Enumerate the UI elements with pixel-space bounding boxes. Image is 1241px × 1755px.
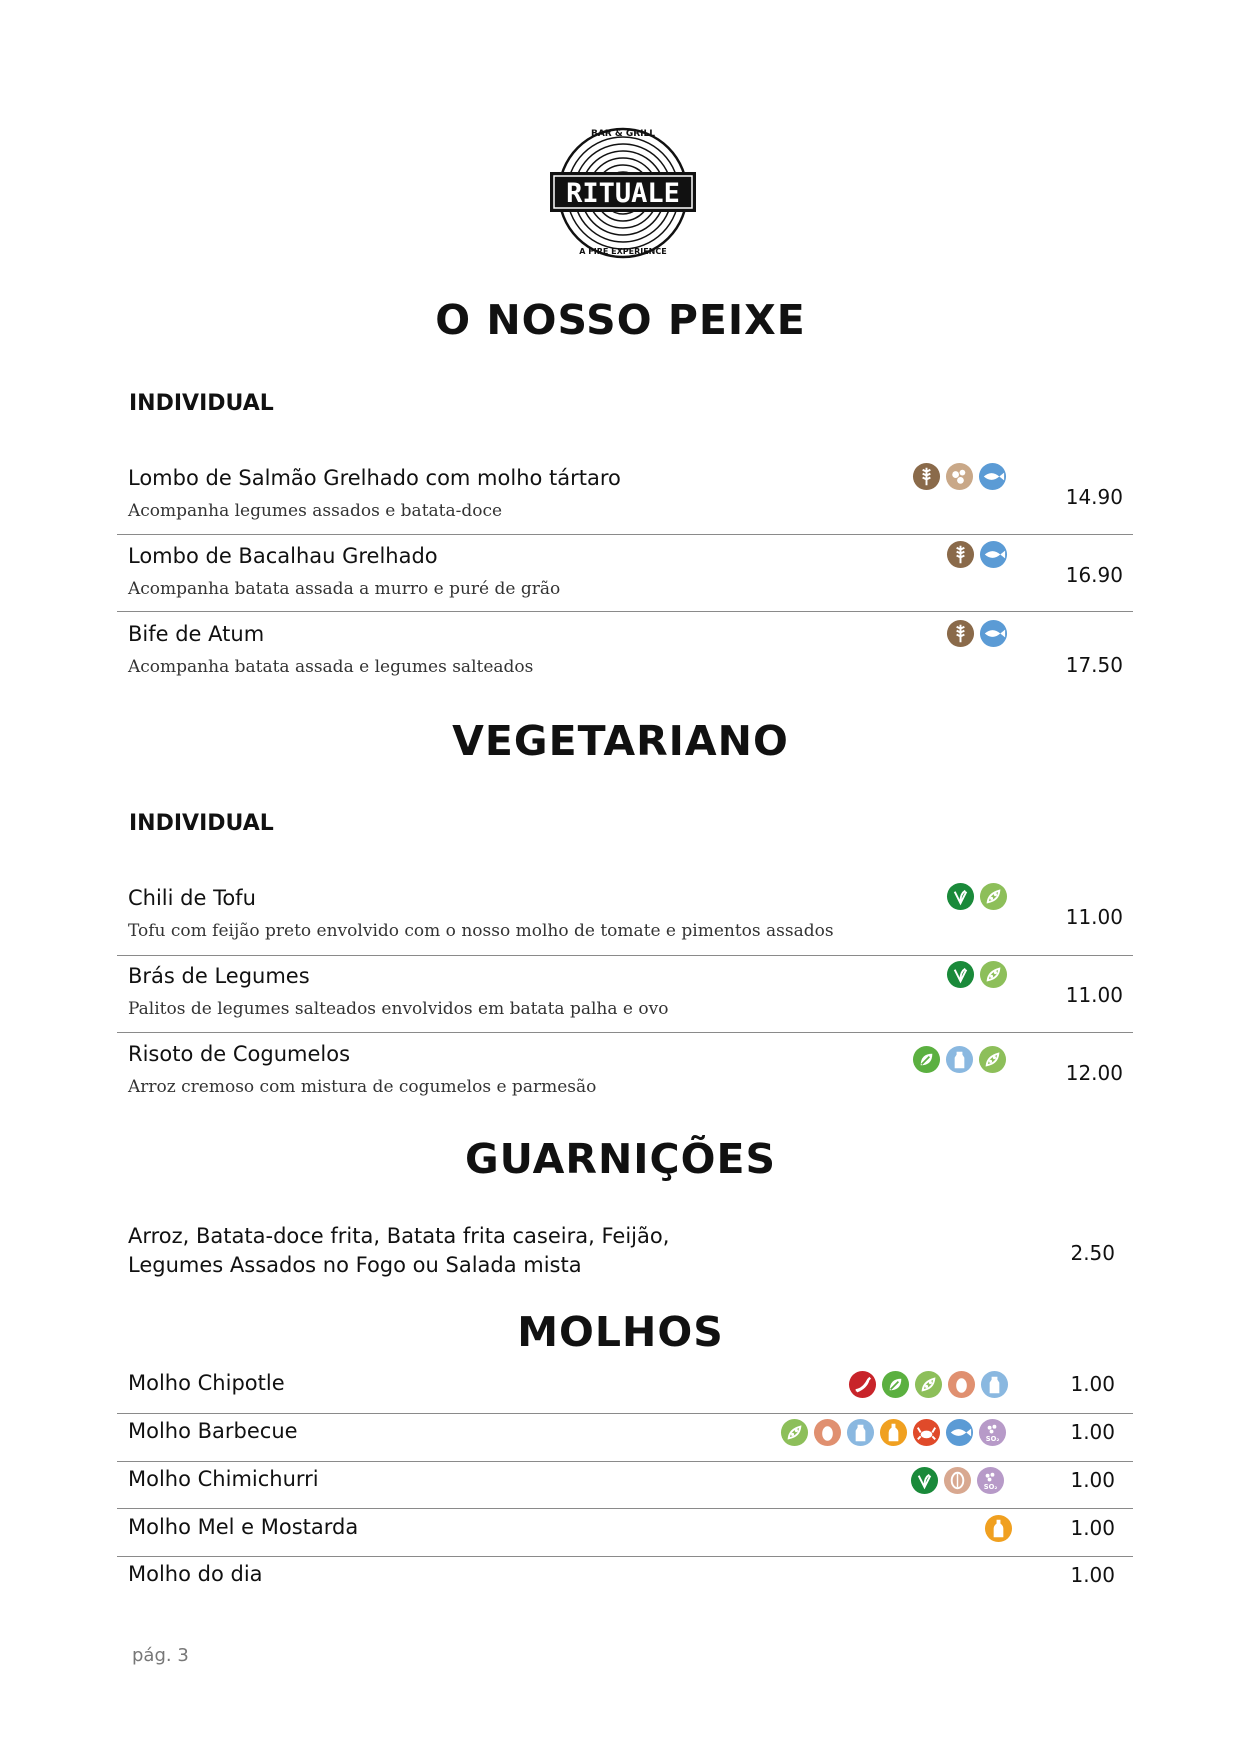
svg-text:SO₂: SO₂ (985, 1435, 1000, 1444)
item-name: Lombo de Salmão Grelhado com molho tártaro (128, 466, 621, 490)
soy-icon (978, 1045, 1007, 1074)
divider (117, 1413, 1133, 1414)
allergen-icons (848, 1370, 1009, 1399)
vegan-icon (910, 1466, 939, 1495)
milk-icon (846, 1418, 875, 1447)
soy-icon (979, 882, 1008, 911)
item-price: 14.90 (1065, 485, 1123, 509)
soy-icon (914, 1370, 943, 1399)
section-title-sauces: MOLHOS (517, 1308, 724, 1356)
divider (117, 611, 1133, 612)
crustacean-icon (912, 1418, 941, 1447)
sesame-icon (943, 1466, 972, 1495)
sauce-name: Molho Chipotle (128, 1371, 285, 1395)
fish-icon (978, 462, 1007, 491)
vegan-icon (946, 960, 975, 989)
mustard-icon (879, 1418, 908, 1447)
section-title-fish: O NOSSO PEIXE (435, 296, 806, 344)
menu-item (117, 540, 1133, 608)
divider (117, 955, 1133, 956)
sulphites-icon (978, 1418, 1007, 1447)
item-description: Acompanha batata assada a murro e puré de grão (128, 579, 561, 599)
sauce-price: 1.00 (1070, 1563, 1115, 1587)
item-price: 16.90 (1065, 563, 1123, 587)
menu-item (117, 960, 1133, 1028)
sauce-price: 1.00 (1070, 1468, 1115, 1492)
gluten-icon (946, 619, 975, 648)
menu-item (117, 462, 1133, 530)
item-name: Lombo de Bacalhau Grelhado (128, 544, 438, 568)
menu-item (117, 1038, 1133, 1106)
allergen-icons (912, 462, 1007, 491)
item-name: Bife de Atum (128, 622, 265, 646)
divider (117, 1461, 1133, 1462)
fish-icon (945, 1418, 974, 1447)
item-price: 12.00 (1065, 1061, 1123, 1085)
item-name: Brás de Legumes (128, 964, 310, 988)
gluten-icon (912, 462, 941, 491)
allergen-icons (910, 1466, 1005, 1495)
allergen-icons (780, 1418, 1007, 1447)
gluten-icon (946, 540, 975, 569)
soy-icon (780, 1418, 809, 1447)
svg-text:SO₂: SO₂ (983, 1483, 998, 1492)
divider (117, 1508, 1133, 1509)
divider (117, 1032, 1133, 1033)
sides-line-1: Arroz, Batata-doce frita, Batata frita caseira, Feijão, (128, 1224, 670, 1248)
egg-icon (813, 1418, 842, 1447)
fish-icon (979, 619, 1008, 648)
sides-price: 2.50 (1070, 1241, 1115, 1265)
fish-icon (979, 540, 1008, 569)
nuts-icon (945, 462, 974, 491)
section-title-veg: VEGETARIANO (452, 717, 789, 765)
svg-text:RITUALE: RITUALE (566, 178, 680, 209)
item-description: Palitos de legumes salteados envolvidos em batata palha e ovo (128, 999, 669, 1019)
item-description: Acompanha batata assada e legumes salteados (128, 657, 534, 677)
sauce-name: Molho do dia (128, 1562, 263, 1586)
item-description: Acompanha legumes assados e batata-doce (128, 501, 503, 521)
svg-text:A FIRE EXPERIENCE: A FIRE EXPERIENCE (579, 247, 667, 256)
sauce-name: Molho Chimichurri (128, 1467, 319, 1491)
allergen-icons (946, 960, 1008, 989)
item-description: Tofu com feijão preto envolvido com o nosso molho de tomate e pimentos assados (128, 921, 834, 941)
sauce-price: 1.00 (1070, 1420, 1115, 1444)
vegan-icon (946, 882, 975, 911)
svg-text:BAR & GRILL: BAR & GRILL (590, 129, 656, 139)
allergen-icons (912, 1045, 1007, 1074)
divider (117, 534, 1133, 535)
mustard-icon (984, 1514, 1013, 1543)
section-subtitle-fish: INDIVIDUAL (129, 391, 274, 416)
sauce-name: Molho Barbecue (128, 1419, 298, 1443)
sauce-price: 1.00 (1070, 1516, 1115, 1540)
section-title-sides: GUARNIÇÕES (464, 1135, 777, 1183)
item-name: Chili de Tofu (128, 886, 256, 910)
item-price: 11.00 (1065, 905, 1123, 929)
section-subtitle-veg: INDIVIDUAL (129, 811, 274, 836)
vegetarian-icon (881, 1370, 910, 1399)
allergen-icons (946, 882, 1008, 911)
milk-icon (945, 1045, 974, 1074)
sauce-name: Molho Mel e Mostarda (128, 1515, 359, 1539)
milk-icon (980, 1370, 1009, 1399)
sides-line-2: Legumes Assados no Fogo ou Salada mista (128, 1253, 582, 1277)
divider (117, 1556, 1133, 1557)
page-number: pág. 3 (132, 1645, 189, 1666)
menu-item (117, 618, 1133, 686)
sauce-price: 1.00 (1070, 1372, 1115, 1396)
item-price: 17.50 (1065, 653, 1123, 677)
rituale-logo (548, 118, 698, 268)
egg-icon (947, 1370, 976, 1399)
soy-icon (979, 960, 1008, 989)
item-price: 11.00 (1065, 983, 1123, 1007)
item-description: Arroz cremoso com mistura de cogumelos e parmesão (128, 1077, 597, 1097)
vegetarian-icon (912, 1045, 941, 1074)
allergen-icons (946, 619, 1008, 648)
allergen-icons (984, 1514, 1013, 1543)
sulphites-icon (976, 1466, 1005, 1495)
allergen-icons (946, 540, 1008, 569)
chili-icon (848, 1370, 877, 1399)
item-name: Risoto de Cogumelos (128, 1042, 351, 1066)
menu-item (117, 882, 1133, 950)
